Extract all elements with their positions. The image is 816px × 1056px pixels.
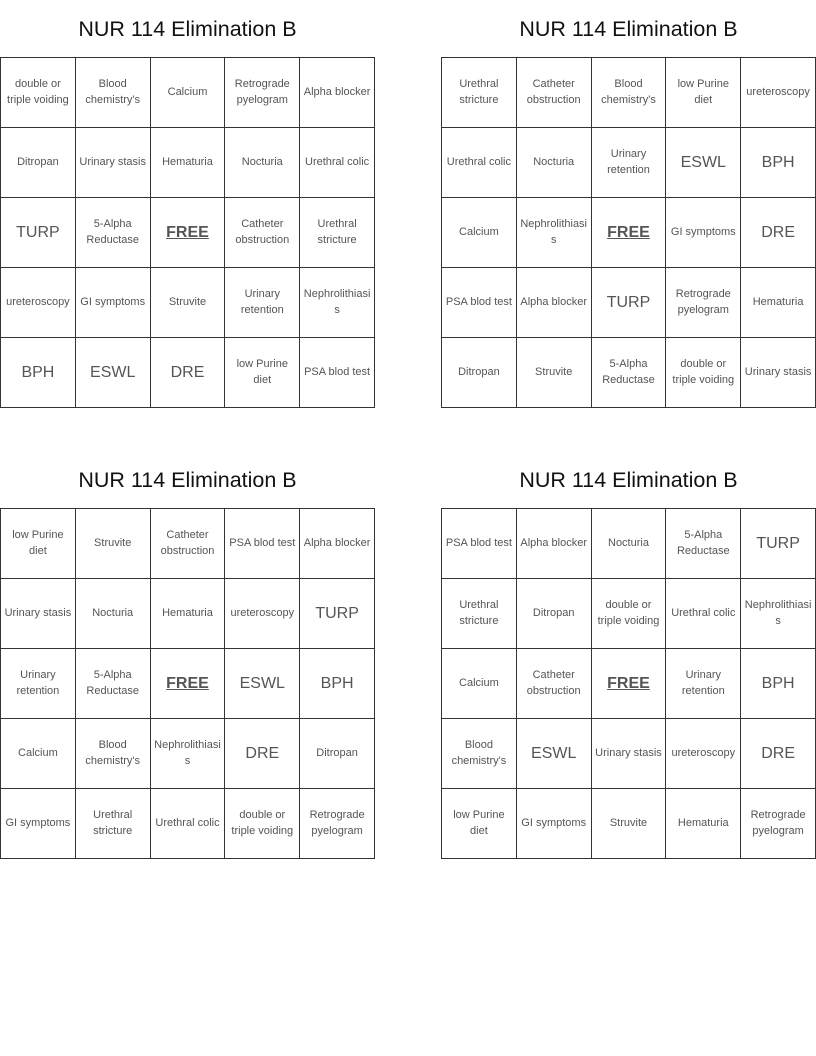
bingo-cell: Ditropan — [516, 579, 591, 649]
bingo-cell: Ditropan — [300, 719, 375, 789]
bingo-grid — [441, 57, 816, 408]
bingo-cell: low Purine diet — [442, 789, 517, 859]
bingo-cell: TURP — [1, 198, 76, 268]
card-title: NUR 114 Elimination B — [78, 468, 297, 492]
bingo-cell: Struvite — [150, 268, 225, 338]
bingo-grid — [0, 508, 375, 859]
bingo-cell: ureteroscopy — [741, 58, 816, 128]
bingo-cell: low Purine diet — [225, 338, 300, 408]
bingo-cell: Hematuria — [150, 579, 225, 649]
bingo-row — [1, 128, 375, 198]
bingo-cell: ESWL — [516, 719, 591, 789]
bingo-cell: Urinary stasis — [75, 128, 150, 198]
bingo-cell: Retrograde pyelogram — [300, 789, 375, 859]
bingo-cell: PSA blod test — [225, 509, 300, 579]
bingo-cell: BPH — [1, 338, 76, 408]
bingo-cell: double or triple voiding — [591, 579, 666, 649]
bingo-cell: TURP — [741, 509, 816, 579]
bingo-row — [442, 789, 816, 859]
bingo-row — [1, 509, 375, 579]
bingo-cell: Retrograde pyelogram — [666, 268, 741, 338]
bingo-cell: TURP — [300, 579, 375, 649]
card-title: NUR 114 Elimination B — [519, 17, 738, 41]
card-title: NUR 114 Elimination B — [78, 17, 297, 41]
bingo-cell: Urethral colic — [300, 128, 375, 198]
bingo-cell: Retrograde pyelogram — [225, 58, 300, 128]
bingo-cell: DRE — [150, 338, 225, 408]
free-space: FREE — [150, 649, 225, 719]
bingo-cell: GI symptoms — [666, 198, 741, 268]
bingo-cell: Nephrolithiasis — [300, 268, 375, 338]
bingo-cell: Struvite — [75, 509, 150, 579]
free-space: FREE — [591, 198, 666, 268]
bingo-cell: PSA blod test — [442, 509, 517, 579]
card-title: NUR 114 Elimination B — [519, 468, 738, 492]
bingo-cell: TURP — [591, 268, 666, 338]
bingo-grid — [0, 57, 375, 408]
bingo-cell: Blood chemistry's — [442, 719, 517, 789]
bingo-cell: Alpha blocker — [300, 509, 375, 579]
bingo-cell: Catheter obstruction — [150, 509, 225, 579]
bingo-row — [1, 198, 375, 268]
bingo-cell: Alpha blocker — [516, 268, 591, 338]
bingo-cell: Urethral stricture — [75, 789, 150, 859]
bingo-cell: GI symptoms — [516, 789, 591, 859]
bingo-row — [1, 579, 375, 649]
bingo-cell: ESWL — [225, 649, 300, 719]
bingo-cell: PSA blod test — [300, 338, 375, 408]
bingo-cell: Nocturia — [75, 579, 150, 649]
bingo-cell: Calcium — [1, 719, 76, 789]
bingo-cell: Urethral colic — [442, 128, 517, 198]
bingo-cell: DRE — [225, 719, 300, 789]
bingo-cell: Urethral stricture — [300, 198, 375, 268]
bingo-cell: Urinary stasis — [741, 338, 816, 408]
bingo-cell: Nocturia — [591, 509, 666, 579]
bingo-cell: Calcium — [150, 58, 225, 128]
bingo-cell: Calcium — [442, 198, 517, 268]
bingo-cell: Nephrolithiasis — [516, 198, 591, 268]
bingo-cell: Urinary stasis — [1, 579, 76, 649]
bingo-cell: ESWL — [75, 338, 150, 408]
bingo-cell: Urethral stricture — [442, 58, 517, 128]
bingo-cell: 5-Alpha Reductase — [75, 198, 150, 268]
bingo-cell: Retrograde pyelogram — [741, 789, 816, 859]
bingo-cell: Blood chemistry's — [75, 58, 150, 128]
bingo-cell: ureteroscopy — [666, 719, 741, 789]
bingo-row — [1, 338, 375, 408]
bingo-cell: double or triple voiding — [1, 58, 76, 128]
bingo-cell: Nephrolithiasis — [741, 579, 816, 649]
bingo-cell: Urinary retention — [591, 128, 666, 198]
bingo-cell: Nocturia — [225, 128, 300, 198]
bingo-cell: ureteroscopy — [225, 579, 300, 649]
bingo-cell: Urethral colic — [150, 789, 225, 859]
bingo-cell: low Purine diet — [666, 58, 741, 128]
bingo-cell: DRE — [741, 719, 816, 789]
bingo-cell: Calcium — [442, 649, 517, 719]
bingo-cell: Hematuria — [150, 128, 225, 198]
bingo-cell: Hematuria — [666, 789, 741, 859]
bingo-row — [442, 58, 816, 128]
bingo-row — [1, 649, 375, 719]
bingo-cell: 5-Alpha Reductase — [666, 509, 741, 579]
bingo-cell: Alpha blocker — [300, 58, 375, 128]
bingo-row — [442, 338, 816, 408]
bingo-cell: Ditropan — [1, 128, 76, 198]
bingo-cell: Hematuria — [741, 268, 816, 338]
bingo-row — [442, 198, 816, 268]
bingo-cell: Nephrolithiasis — [150, 719, 225, 789]
bingo-cell: Alpha blocker — [516, 509, 591, 579]
bingo-cell: 5-Alpha Reductase — [75, 649, 150, 719]
bingo-cell: Catheter obstruction — [225, 198, 300, 268]
bingo-row — [442, 719, 816, 789]
bingo-cell: DRE — [741, 198, 816, 268]
free-space: FREE — [591, 649, 666, 719]
bingo-row — [442, 579, 816, 649]
bingo-cell: Struvite — [516, 338, 591, 408]
bingo-row — [1, 719, 375, 789]
bingo-cell: double or triple voiding — [225, 789, 300, 859]
bingo-cell: BPH — [300, 649, 375, 719]
bingo-cell: Struvite — [591, 789, 666, 859]
bingo-cell: Urinary stasis — [591, 719, 666, 789]
bingo-cell: Urethral colic — [666, 579, 741, 649]
bingo-row — [442, 509, 816, 579]
bingo-cell: double or triple voiding — [666, 338, 741, 408]
bingo-cell: GI symptoms — [75, 268, 150, 338]
bingo-cell: low Purine diet — [1, 509, 76, 579]
bingo-cell: Urinary retention — [225, 268, 300, 338]
bingo-cell: ureteroscopy — [1, 268, 76, 338]
bingo-cell: Blood chemistry's — [591, 58, 666, 128]
bingo-cell: Blood chemistry's — [75, 719, 150, 789]
bingo-cell: GI symptoms — [1, 789, 76, 859]
bingo-cell: Nocturia — [516, 128, 591, 198]
bingo-cell: 5-Alpha Reductase — [591, 338, 666, 408]
bingo-row — [442, 649, 816, 719]
bingo-cell: Catheter obstruction — [516, 649, 591, 719]
bingo-row — [1, 268, 375, 338]
bingo-row — [442, 128, 816, 198]
bingo-cell: Urinary retention — [666, 649, 741, 719]
bingo-cell: Ditropan — [442, 338, 517, 408]
bingo-cell: BPH — [741, 649, 816, 719]
bingo-row — [442, 268, 816, 338]
bingo-cell: PSA blod test — [442, 268, 517, 338]
bingo-grid — [441, 508, 816, 859]
bingo-cell: Urethral stricture — [442, 579, 517, 649]
bingo-cell: BPH — [741, 128, 816, 198]
bingo-row — [1, 58, 375, 128]
free-space: FREE — [150, 198, 225, 268]
bingo-cell: Urinary retention — [1, 649, 76, 719]
bingo-cell: Catheter obstruction — [516, 58, 591, 128]
bingo-cell: ESWL — [666, 128, 741, 198]
bingo-row — [1, 789, 375, 859]
